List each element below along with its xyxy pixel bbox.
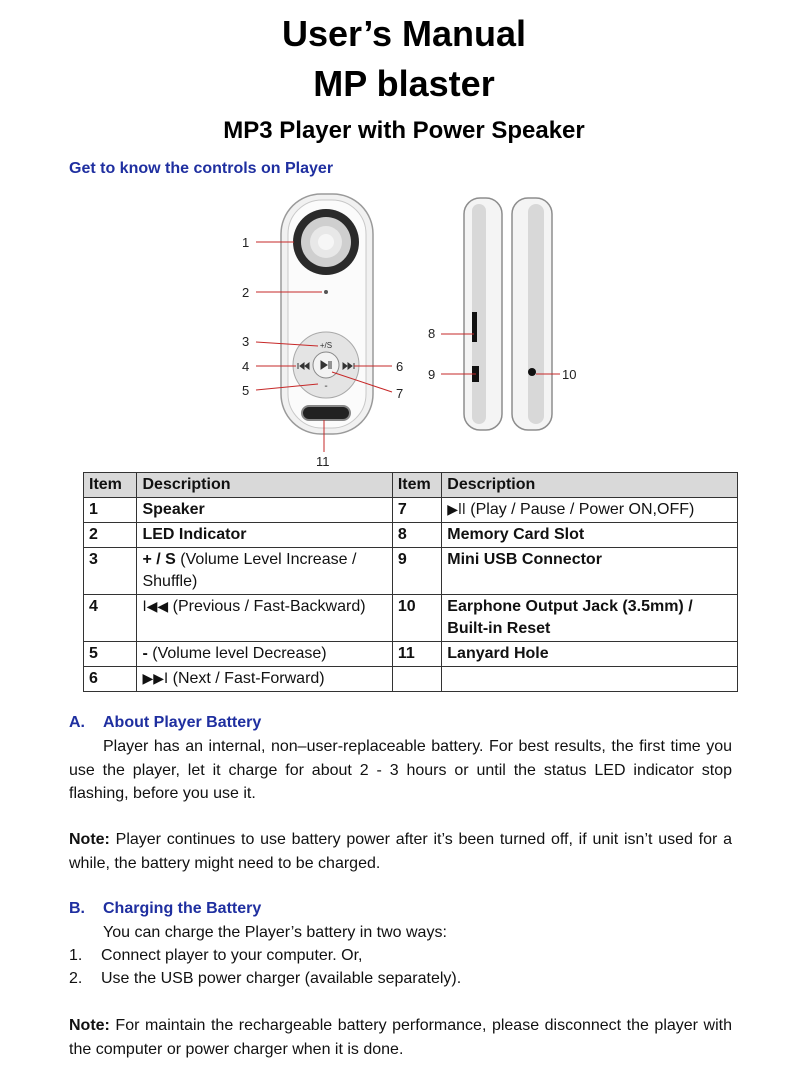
table-row	[84, 642, 738, 667]
callout-6: 6	[396, 359, 404, 374]
column-header: Description	[137, 473, 392, 498]
item-description: Lanyard Hole	[442, 642, 738, 667]
callout-7: 7	[396, 386, 404, 401]
item-description: + / S (Volume Level Increase / Shuffle)	[137, 548, 392, 595]
callout-9: 9	[428, 367, 436, 382]
callout-2: 2	[242, 285, 250, 300]
led-indicator	[324, 290, 328, 294]
section-b-heading: B. Charging the Battery	[69, 900, 262, 917]
play-pause-symbol: ▶ll	[447, 502, 466, 518]
table-row	[84, 498, 738, 523]
callout-3: 3	[242, 334, 250, 349]
product-subtitle: MP3 Player with Power Speaker	[223, 117, 585, 144]
section-a-heading: A. About Player Battery	[69, 714, 262, 731]
item-number: 5	[84, 642, 137, 667]
volume-up-symbol: + / S	[142, 551, 176, 568]
note-label: Note:	[69, 1017, 110, 1034]
lanyard-hole	[302, 406, 350, 420]
table-row	[84, 595, 738, 642]
callout-1: 1	[242, 235, 250, 250]
plus-s-label: +/S	[319, 341, 333, 350]
item-number: 9	[392, 548, 441, 595]
callout-10: 10	[562, 367, 577, 382]
item-number: 11	[392, 642, 441, 667]
item-number: 3	[84, 548, 137, 595]
item-description: - (Volume level Decrease)	[137, 642, 392, 667]
section-a-note: Note: Player continues to use battery power after it’s been turned off, if unit isn’t used for a while, the battery might need to be charged.	[69, 831, 732, 872]
item-number: 7	[392, 498, 441, 523]
item-description: I◀◀ (Previous / Fast-Backward)	[137, 595, 392, 642]
item-number: 6	[84, 667, 137, 692]
callout-5: 5	[242, 383, 250, 398]
item-number: 2	[84, 523, 137, 548]
section-b-intro: You can charge the Player’s battery in two ways:	[103, 924, 447, 941]
list-item: 1. Connect player to your computer. Or,	[69, 947, 363, 964]
note-label: Note:	[69, 831, 110, 848]
item-description: Mini USB Connector	[442, 548, 738, 595]
item-number: 8	[392, 523, 441, 548]
table-row	[84, 548, 738, 595]
callout-4: 4	[242, 359, 250, 374]
column-header: Item	[392, 473, 441, 498]
item-description: LED Indicator	[137, 523, 392, 548]
product-name: MP blaster	[313, 63, 495, 104]
callout-11: 11	[316, 454, 330, 469]
item-description	[442, 667, 738, 692]
player-diagram	[236, 186, 596, 470]
controls-table	[83, 472, 738, 692]
item-description: Earphone Output Jack (3.5mm) / Built-in Reset	[442, 595, 738, 642]
item-number: 10	[392, 595, 441, 642]
item-description: ▶ll (Play / Pause / Power ON,OFF)	[442, 498, 738, 523]
table-row	[84, 523, 738, 548]
item-number	[392, 667, 441, 692]
list-item: 2. Use the USB power charger (available separately).	[69, 970, 462, 987]
next-symbol: ▶▶I	[142, 671, 169, 687]
previous-symbol: I◀◀	[142, 599, 169, 615]
manual-title: User’s Manual	[281, 13, 527, 54]
player-side-view-right	[512, 198, 552, 430]
volume-down-symbol: -	[142, 645, 148, 662]
item-description: Speaker	[137, 498, 392, 523]
table-row	[84, 667, 738, 692]
player-front-view	[281, 194, 373, 434]
control-pad	[293, 332, 359, 398]
item-description: Memory Card Slot	[442, 523, 738, 548]
item-number: 4	[84, 595, 137, 642]
column-header: Description	[442, 473, 738, 498]
speaker-grille	[293, 209, 359, 275]
column-header: Item	[84, 473, 137, 498]
section-b-note: Note: For maintain the rechargeable battery performance, please disconnect the player with the computer or power charger when it is done.	[69, 1017, 732, 1058]
minus-label: -	[324, 381, 328, 392]
player-side-view-left	[464, 198, 502, 430]
memory-card-slot	[472, 312, 477, 342]
section-a-body: Player has an internal, non–user-replaceable battery. For best results, the first time you use the player, let it charge for about 2 - 3 hours or until the status LED indicator stop flashing, before you use it.	[69, 738, 732, 802]
earphone-jack	[528, 368, 536, 376]
item-description: ▶▶I (Next / Fast-Forward)	[137, 667, 392, 692]
table-header-row	[84, 473, 738, 498]
controls-heading: Get to know the controls on Player	[69, 160, 334, 177]
callout-8: 8	[428, 326, 436, 341]
item-number: 1	[84, 498, 137, 523]
